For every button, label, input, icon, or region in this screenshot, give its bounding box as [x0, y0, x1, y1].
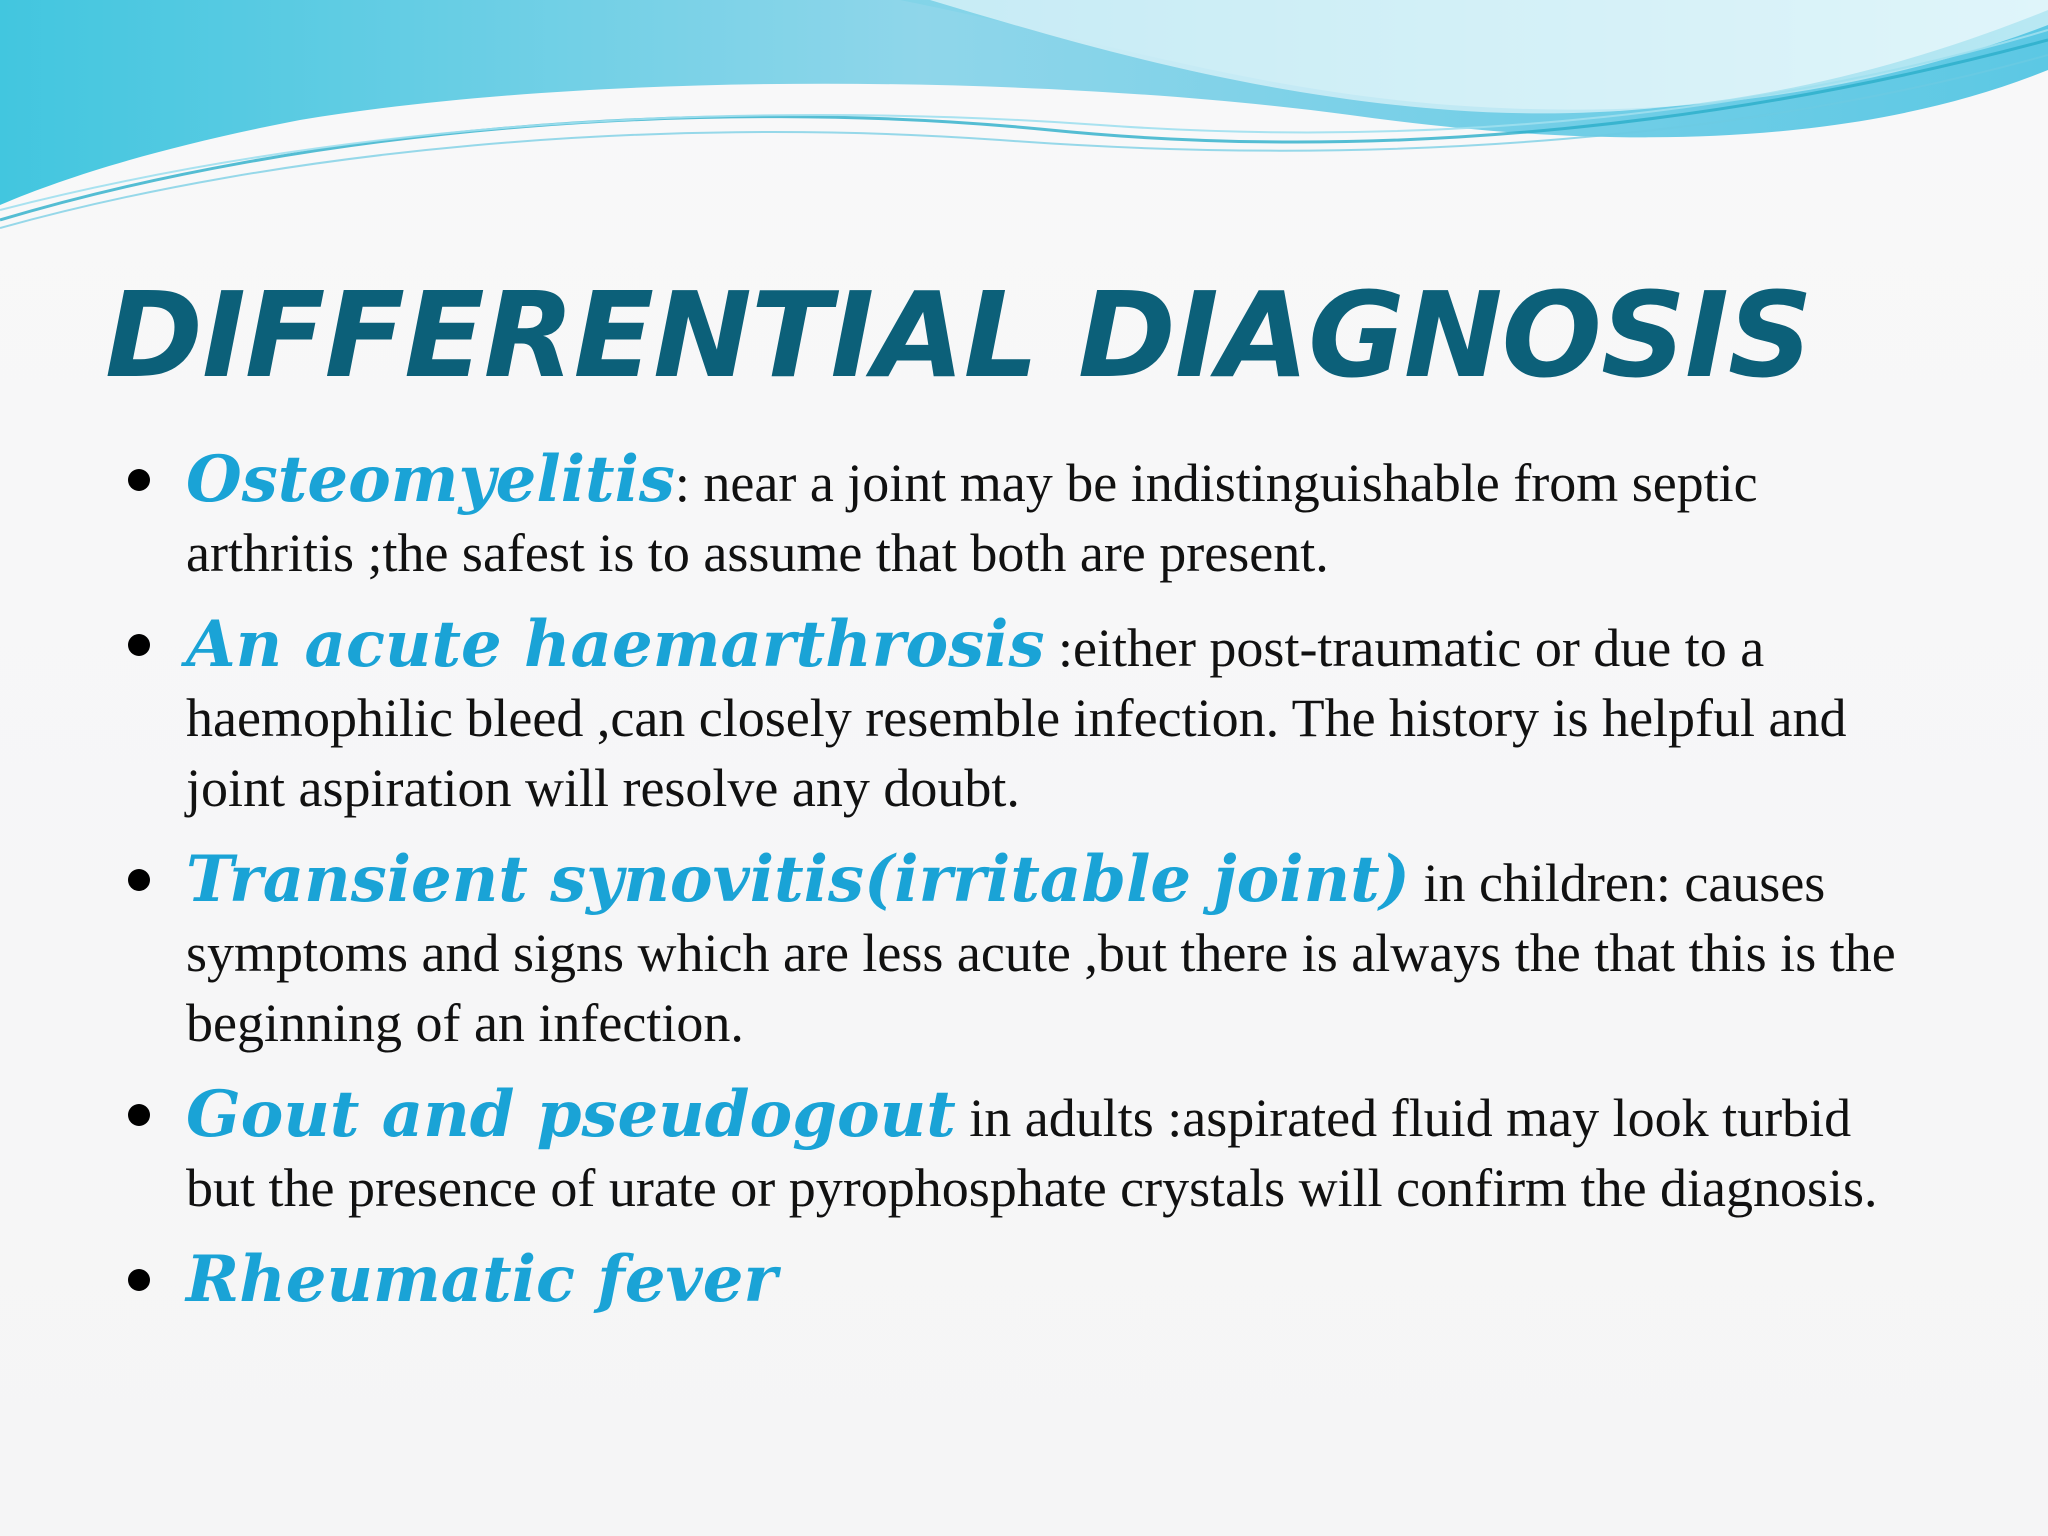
decorative-wave-header — [0, 0, 2048, 260]
list-item — [128, 607, 1928, 823]
bullet-dot-icon — [128, 1269, 150, 1291]
bullet-dot-icon — [128, 869, 150, 891]
bullet-text: in children: causes symptoms and signs which are less acute ,but there is always the that this is the beginning of an infection. — [186, 853, 1896, 1053]
list-item — [128, 1077, 1928, 1223]
bullet-text: :either post-traumatic or due to a haemophilic bleed ,can closely resemble infection. The history is helpful and joint aspiration will resolve any doubt. — [186, 618, 1847, 818]
bullet-dot-icon — [128, 469, 150, 491]
bullet-term: Osteomyelitis — [186, 442, 675, 517]
list-item — [128, 1242, 1928, 1318]
bullet-term: An acute haemarthrosis — [186, 607, 1045, 682]
list-item — [128, 842, 1928, 1058]
bullet-term: Rheumatic fever — [186, 1242, 778, 1317]
bullet-term: Gout and pseudogout — [186, 1077, 956, 1152]
bullet-text: : near a joint may be indistinguishable from septic arthritis ;the safest is to assume that both are present. — [186, 453, 1758, 583]
bullet-list — [128, 442, 1928, 1340]
bullet-term: Transient synovitis(irritable joint) — [186, 842, 1410, 917]
list-item — [128, 442, 1928, 588]
bullet-text: in adults :aspirated fluid may look turbid but the presence of urate or pyrophosphate crystals will confirm the diagnosis. — [186, 1088, 1878, 1218]
bullet-dot-icon — [128, 1104, 150, 1126]
bullet-dot-icon — [128, 634, 150, 656]
slide-title: DIFFERENTIAL DIAGNOSIS — [105, 266, 1812, 404]
